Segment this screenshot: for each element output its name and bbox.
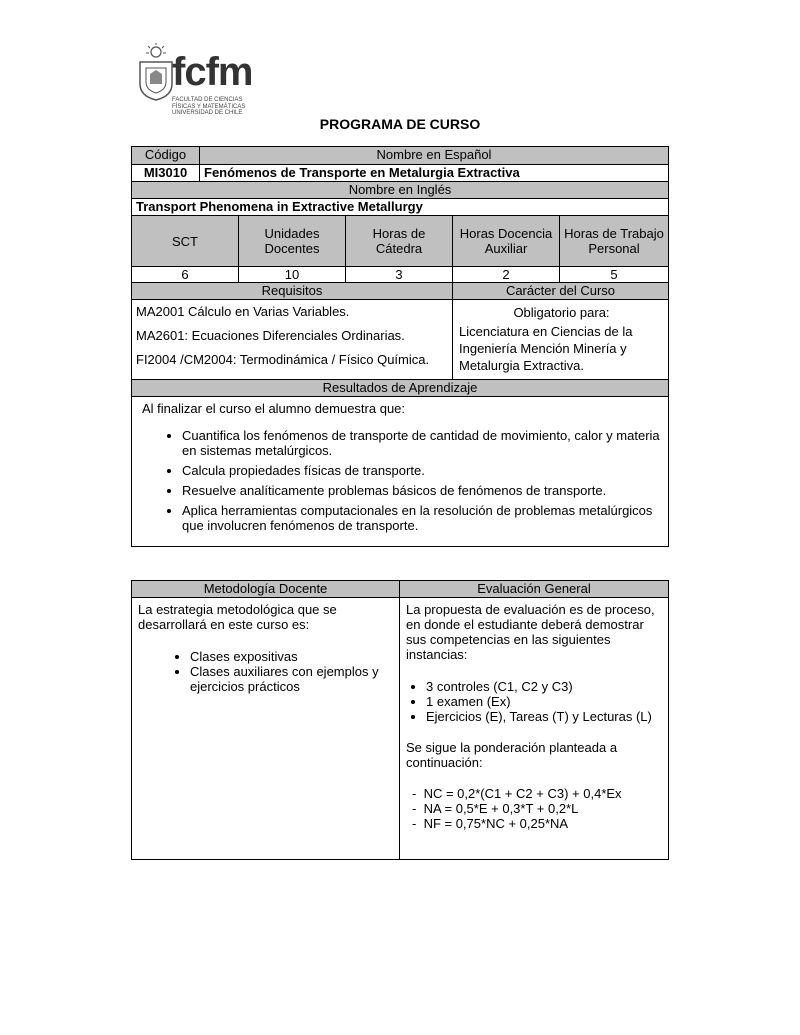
horas-personal-value: 5 bbox=[560, 267, 669, 283]
resultados-intro: Al finalizar el curso el alumno demuestra que: bbox=[142, 401, 406, 416]
metodologia-intro: La estrategia metodológica que se desarrollará en este curso es: bbox=[138, 602, 337, 632]
evaluacion-item: • Ejercicios (E), Tareas (T) y Lecturas (L) bbox=[426, 709, 662, 724]
caracter-text: Licenciatura en Ciencias de la Ingeniería Mención Minería y Metalurgia Extractiva. bbox=[459, 324, 633, 373]
page-title: PROGRAMA DE CURSO bbox=[319, 116, 481, 132]
ponderacion-intro: Se sigue la ponderación planteada a continuación: bbox=[406, 740, 618, 770]
metodologia-cell bbox=[132, 598, 400, 860]
horas-catedra-value: 3 bbox=[346, 267, 453, 283]
course-name-es: Fenómenos de Transporte en Metalurgia Extractiva bbox=[200, 165, 669, 182]
course-code: MI3010 bbox=[132, 165, 200, 182]
resultado-item: • Resuelve analíticamente problemas básicos de fenómenos de transporte. bbox=[182, 483, 660, 498]
horas-auxiliar-value: 2 bbox=[453, 267, 560, 283]
evaluacion-intro: La propuesta de evaluación es de proceso, en donde el estudiante deberá demostrar sus competencias en las siguientes instancias: bbox=[406, 602, 655, 662]
requisito-item: MA2601: Ecuaciones Diferenciales Ordinarias. bbox=[136, 328, 405, 343]
logo-brand: fcfm bbox=[172, 50, 253, 94]
course-name-en: Transport Phenomena in Extractive Metallurgy bbox=[132, 199, 669, 216]
requisito-item: MA2001 Cálculo en Varias Variables. bbox=[136, 304, 350, 319]
sct-header: SCT bbox=[132, 216, 239, 267]
formula-item: - NA = 0,5*E + 0,3*T + 0,2*L bbox=[412, 801, 579, 816]
metodologia-label: Metodología Docente bbox=[132, 581, 400, 598]
caracter-cell bbox=[453, 300, 669, 380]
evaluacion-label: Evaluación General bbox=[400, 581, 669, 598]
horas-catedra-header: Horas de Cátedra bbox=[346, 216, 453, 267]
logo-subtitle: FACULTAD DE CIENCIAS FÍSICAS Y MATEMÁTICAS UNIVERSIDAD DE CHILE bbox=[172, 97, 246, 116]
resultado-item: • Aplica herramientas computacionales en la resolución de problemas metalúrgicos que involucren fenómenos de transporte. bbox=[182, 503, 660, 533]
method-table bbox=[131, 580, 669, 860]
evaluacion-cell bbox=[400, 598, 669, 860]
resultados-cell bbox=[132, 397, 669, 547]
unidades-value: 10 bbox=[239, 267, 346, 283]
code-label: Código bbox=[132, 147, 200, 165]
name-en-label: Nombre en Inglés bbox=[132, 182, 669, 199]
course-table bbox=[131, 146, 669, 547]
metodologia-item: • Clases auxiliares con ejemplos y ejercicios prácticos bbox=[190, 664, 393, 694]
formula-list bbox=[406, 786, 662, 831]
formula-item: - NF = 0,75*NC + 0,25*NA bbox=[412, 816, 569, 831]
resultado-item: • Cuantifica los fenómenos de transporte de cantidad de movimiento, calor y materia en sistemas metalúrgicos. bbox=[182, 428, 660, 458]
requisitos-label: Requisitos bbox=[132, 283, 453, 300]
name-es-label: Nombre en Español bbox=[200, 147, 669, 165]
sct-value: 6 bbox=[132, 267, 239, 283]
unidades-header: Unidades Docentes bbox=[239, 216, 346, 267]
requisitos-cell bbox=[132, 300, 453, 380]
caracter-title: Obligatorio para: bbox=[513, 305, 610, 320]
resultados-label: Resultados de Aprendizaje bbox=[132, 380, 669, 397]
horas-auxiliar-header: Horas Docencia Auxiliar bbox=[453, 216, 560, 267]
formula-item: - NC = 0,2*(C1 + C2 + C3) + 0,4*Ex bbox=[412, 786, 622, 801]
crest-icon bbox=[136, 42, 176, 102]
resultado-item: • Calcula propiedades físicas de transporte. bbox=[182, 463, 660, 478]
requisito-item: FI2004 /CM2004: Termodinámica / Físico Química. bbox=[136, 352, 430, 367]
metodologia-item: • Clases expositivas bbox=[190, 649, 393, 664]
caracter-label: Carácter del Curso bbox=[453, 283, 669, 300]
horas-personal-header: Horas de Trabajo Personal bbox=[560, 216, 669, 267]
evaluacion-item: • 3 controles (C1, C2 y C3) bbox=[426, 679, 662, 694]
evaluacion-item: • 1 examen (Ex) bbox=[426, 694, 662, 709]
